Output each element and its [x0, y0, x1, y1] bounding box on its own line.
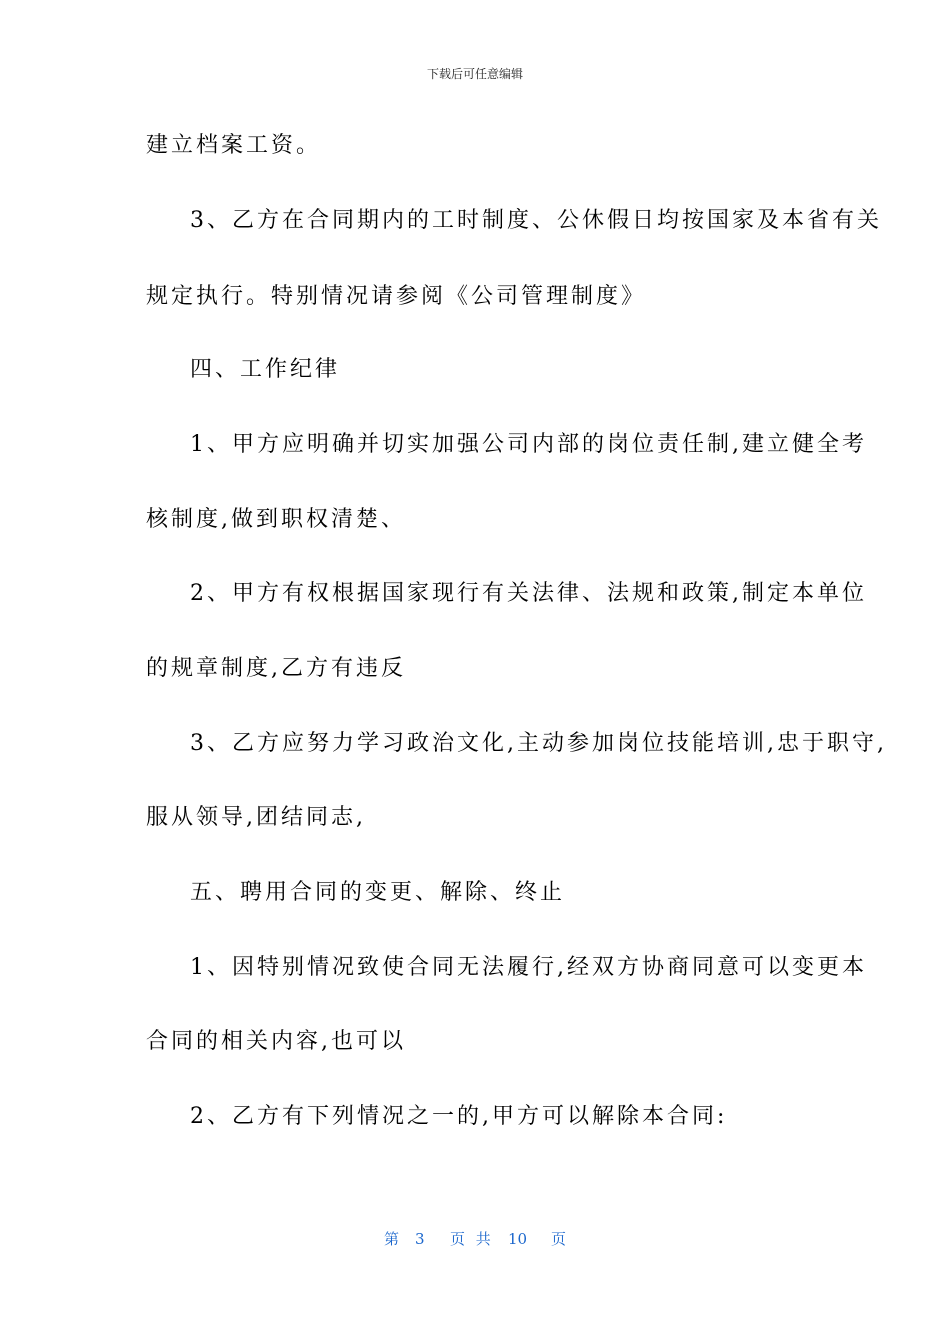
body-line: 1、因特别情况致使合同无法履行,经双方协商同意可以变更本	[190, 955, 867, 980]
section-heading: 五、聘用合同的变更、解除、终止	[190, 880, 566, 905]
body-line: 2、乙方有下列情况之一的,甲方可以解除本合同:	[190, 1104, 728, 1129]
footer-middle: 页 共	[450, 1230, 491, 1248]
page-number-footer	[0, 1229, 950, 1249]
body-line: 1、甲方应明确并切实加强公司内部的岗位责任制,建立健全考	[190, 432, 867, 457]
body-line: 2、甲方有权根据国家现行有关法律、法规和政策,制定本单位	[190, 581, 867, 606]
footer-prefix: 第	[384, 1230, 400, 1248]
body-line: 建立档案工资。	[146, 133, 322, 158]
body-line: 3、乙方应努力学习政治文化,主动参加岗位技能培训,忠于职守,	[190, 731, 887, 756]
current-page-number: 3	[415, 1230, 425, 1248]
body-line: 规定执行。特别情况请参阅《公司管理制度》	[146, 284, 647, 309]
section-heading: 四、工作纪律	[190, 357, 341, 382]
body-line: 的规章制度,乙方有违反	[146, 656, 406, 681]
body-line: 3、乙方在合同期内的工时制度、公休假日均按国家及本省有关	[190, 208, 882, 233]
page-header-note: 下载后可任意编辑	[426, 67, 523, 81]
total-pages-number: 10	[508, 1230, 528, 1248]
body-line: 合同的相关内容,也可以	[146, 1029, 406, 1054]
body-line: 核制度,做到职权清楚、	[146, 507, 406, 532]
body-line: 服从领导,团结同志,	[146, 805, 366, 830]
footer-suffix: 页	[551, 1230, 567, 1248]
